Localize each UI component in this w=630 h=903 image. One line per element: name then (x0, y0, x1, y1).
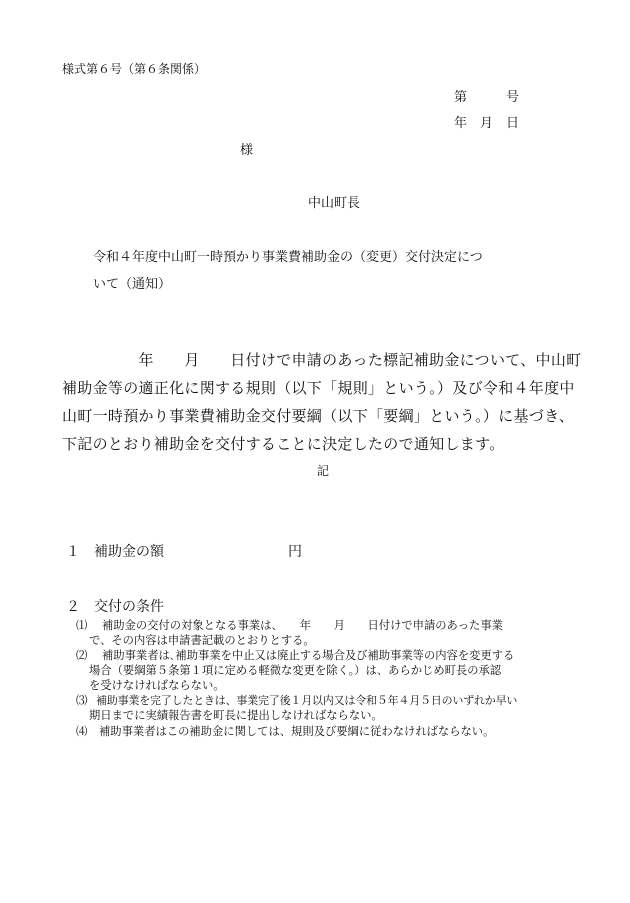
condition-text-line: 補助事業を完了したときは、事業完了後１月以内又は令和５年４月５日のいずれか早い (96, 694, 518, 707)
condition-text-line: で、その内容は申請書記載のとおりとする。 (89, 634, 315, 647)
item1-unit: 円 (288, 544, 302, 560)
body-line-1: 年 月 日付けで申請のあった標記補助金について、中山町 (62, 351, 582, 369)
ki-heading: 記 (317, 464, 330, 478)
form-number: 様式第６号（第６条関係） (62, 62, 207, 76)
title-line-2: いて（通知） (93, 277, 172, 292)
issuer-name: 中山町長 (308, 196, 361, 211)
title-line-1: 令和４年度中山町一時預かり事業費補助金の（変更）交付決定につ (93, 250, 483, 265)
body-line-3: 山町一時預かり事業費補助金交付要綱（以下「要綱」という。）に基づき、 (62, 407, 575, 425)
condition-text-line: 期日までに実績報告書を町長に提出しなければならない。 (89, 709, 383, 722)
condition-text-line: 場合（要綱第５条第１項に定める軽微な変更を除く。）は、あらかじめ町長の承認 (89, 664, 502, 677)
body-line-2: 補助金等の適正化に関する規則（以下「規則」という。）及び令和４年度中 (62, 379, 575, 397)
item1-label: 補助金の額 (94, 544, 164, 560)
body-line-4: 下記のとおり補助金を交付することに決定したので通知します。 (62, 435, 505, 453)
condition-number: ⑴ (76, 619, 88, 632)
condition-number: ⑶ (76, 694, 88, 707)
addressee-suffix: 様 (240, 143, 254, 158)
condition-text-line: を受けなければならない。 (89, 679, 225, 692)
condition-number: ⑵ (76, 649, 88, 662)
issue-date: 年 月 日 (454, 116, 520, 131)
item2-number: ２ (66, 599, 80, 615)
condition-number: ⑷ (76, 725, 88, 738)
condition-text-line: 補助事業者はこの補助金に関しては、規則及び要綱に従わなければならない。 (99, 725, 495, 738)
document-number: 第 号 (454, 90, 520, 105)
item1-number: １ (66, 544, 80, 560)
condition-text-line: 補助事業者は､補助事業を中止又は廃止する場合及び補助事業等の内容を変更する (102, 649, 515, 662)
condition-text-line: 補助金の交付の対象となる事業は、 年 月 日付けで申請のあった事業 (102, 619, 503, 632)
item2-label: 交付の条件 (94, 599, 164, 615)
